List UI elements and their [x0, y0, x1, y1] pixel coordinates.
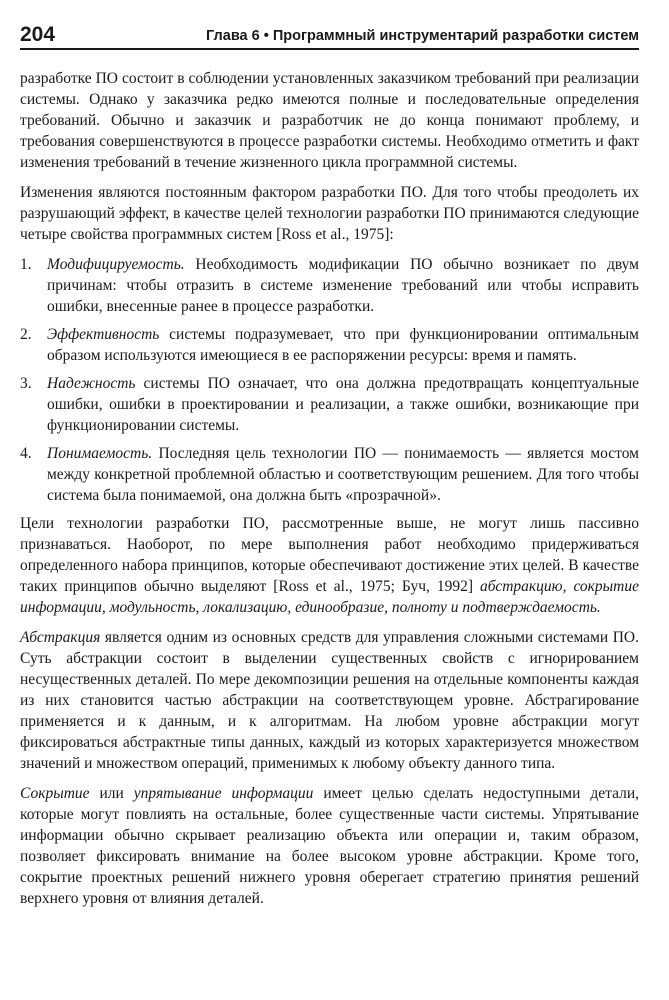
paragraph-abstraction: [20, 627, 639, 774]
list-description: системы подразумевает, что при функционировании оптимальным образом используются имеющиеся в ее распоряжении ресурсы: время и память.: [47, 326, 639, 364]
term-information-hiding: упрятывание информации: [133, 785, 314, 802]
paragraph-3: [20, 513, 639, 618]
list-item: [20, 443, 639, 506]
list-number: 3.: [20, 375, 32, 392]
principles-list: абстракцию, сокрытие информации, модульность, локализацию, единообразие, полноту и подтверждаемость.: [20, 578, 640, 616]
list-term: Эффективность: [47, 326, 160, 343]
page-header: [20, 22, 639, 50]
list-text: [47, 254, 639, 317]
list-description: Последняя цель технологии ПО — понимаемость — является мостом между конкретной проблемной областью и соответствующим решением. Для того чтобы система была понимаемой, она должна быть «прозрачной».: [47, 445, 639, 504]
conjunction: или: [89, 785, 134, 802]
list-text: [47, 324, 639, 366]
paragraph-3-text: Цели технологии разработки ПО, рассмотренные выше, не могут лишь пассивно признаваться. Наоборот, по мере выполнения работ необходимо придерживаться определенного набора принципов, которые обеспечивают достижение этих целей. В качестве таких принципов обычно выделяют [Ross et al., 1975; Буч, 1992]: [20, 515, 639, 595]
paragraph-1: разработке ПО состоит в соблюдении установленных заказчиком требований при реализации системы. Однако у заказчика редко имеются полные и последовательные определения требований. Обычно и заказчик и разработчик не до конца понимают проблему, и требования совершенствуются в процессе разработки системы. Необходимо отметить и факт изменения требований в течение жизненного цикла программной системы.: [20, 70, 639, 171]
list-item: [20, 324, 639, 366]
list-item: [20, 254, 639, 317]
page-body: [20, 68, 639, 918]
list-number: 2.: [20, 326, 32, 343]
term-hiding: Сокрытие: [20, 785, 90, 802]
term-abstraction: Абстракция: [20, 629, 101, 646]
paragraph-abstraction-text: является одним из основных средств для управления сложными системами ПО. Суть абстракции состоит в выделении существенных свойств с игнорированием несущественных деталей. По мере декомпозиции решения на отдельные компоненты каждая из них становится частью абстракции на соответствующем уровне. Абстрагирование применяется и к данным, и к алгоритмам. На любом уровне абстракции могут фиксироваться абстрактные типы данных, каждый из которых характеризуется множеством значений и множеством операций, применимых к любому объекту данного типа.: [20, 629, 639, 772]
list-term: Модифицируемость.: [47, 256, 185, 273]
paragraph-hiding-text: имеет целью сделать недоступными детали, которые могут повлиять на остальные, более существенные части системы. Упрятывание информации обычно скрывает реализацию объекта или операции и, таким образом, позволяет фиксировать внимание на более высоком уровне абстракции. Кроме того, сокрытие проектных решений нижнего уровня оберегает стратегию принятия решений верхнего уровня от влияния деталей.: [20, 785, 639, 907]
list-number: 4.: [20, 445, 32, 462]
list-text: [47, 443, 639, 506]
paragraph-hiding: [20, 783, 639, 909]
list-item: [20, 373, 639, 436]
list-term: Надежность: [47, 375, 136, 392]
list-term: Понимаемость.: [47, 445, 153, 462]
list-text: [47, 373, 639, 436]
list-number: 1.: [20, 256, 32, 273]
paragraph-2: Изменения являются постоянным фактором разработки ПО. Для того чтобы преодолеть их разрушающий эффект, в качестве целей технологии разработки ПО принимаются следующие четыре свойства программных систем [Ross et al., 1975]:: [20, 184, 639, 243]
list-description: Необходимость модификации ПО обычно возникает по двум причинам: чтобы отразить в системе изменение требований или чтобы исправить ошибки, внесенные ранее в процессе разработки.: [47, 256, 639, 315]
list-description: системы ПО означает, что она должна предотвращать концептуальные ошибки, ошибки в проектировании и реализации, а также ошибки, возникающие при функционировании системы.: [47, 375, 639, 434]
goals-list: [20, 254, 639, 506]
page-number: 204: [20, 23, 56, 46]
running-title: Глава 6 • Программный инструментарий разработки систем: [206, 28, 639, 44]
